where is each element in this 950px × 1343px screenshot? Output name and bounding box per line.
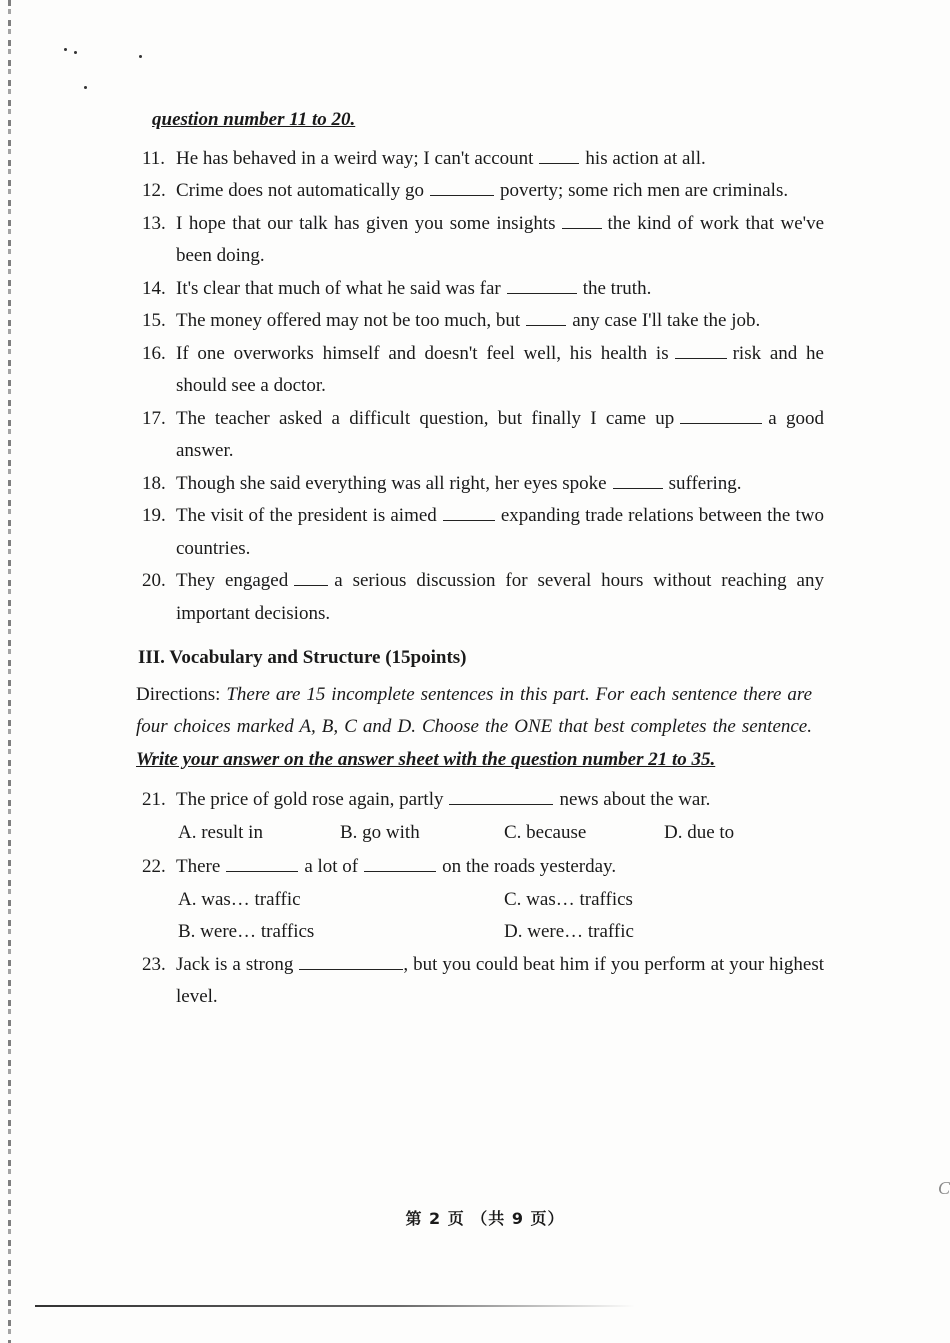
- answer-blank: [226, 852, 298, 872]
- answer-blank: [449, 785, 553, 805]
- directions-instruction: Write your answer on the answer sheet with the question number 21 to 35.: [136, 748, 716, 770]
- stray-pen-mark: C: [937, 1178, 950, 1198]
- section2-question-list: [130, 143, 830, 631]
- option-b: B. go with: [340, 821, 420, 843]
- scan-bottom-line: [35, 1305, 635, 1307]
- question-15: [130, 305, 830, 338]
- question-number: 11.: [142, 147, 166, 169]
- question-number: 19.: [142, 505, 166, 526]
- question-text: the kind of work that we've been doing.: [176, 212, 824, 266]
- scan-speck: [64, 48, 67, 51]
- scan-speck: [139, 55, 142, 58]
- answer-blank: [299, 950, 403, 970]
- question-text: Though she said everything was all right, her eyes spoke: [176, 472, 607, 494]
- question-16: [130, 338, 830, 403]
- option-d: D. due to: [664, 821, 735, 843]
- question-text: It's clear that much of what he said was far: [176, 277, 501, 299]
- question-text: his action at all.: [585, 147, 706, 169]
- question-number: 14.: [142, 277, 166, 299]
- question-13: [130, 208, 830, 273]
- question-text: risk and he should see a doctor.: [176, 342, 824, 396]
- answer-blank: [680, 404, 762, 424]
- option-a: A. was… traffic: [178, 888, 301, 910]
- question-22: [130, 851, 830, 884]
- question-18: [130, 468, 830, 501]
- question-text: expanding trade relations between the two countries.: [176, 505, 824, 559]
- question-number: 12.: [142, 180, 166, 201]
- section-title: III. Vocabulary and Structure (15points): [138, 647, 467, 668]
- question-text: , but you could beat him if you perform at your highest level.: [176, 953, 824, 1007]
- page-footer: 第 2 页 （共 9 页）: [405, 1209, 565, 1228]
- question-text: If one overworks himself and doesn't feel well, his health is: [176, 342, 669, 364]
- directions-body: There are 15 incomplete sentences in this part. For each sentence there are four choices marked A, B, C and D. Choose the ONE that best completes the sentence.: [136, 683, 812, 737]
- question-number: 22.: [142, 856, 166, 877]
- question-23: [130, 949, 830, 1014]
- question-12: [130, 175, 830, 208]
- question-text: any case I'll take the job.: [572, 310, 761, 331]
- question-text: The teacher asked a difficult question, but finally I came up: [176, 407, 675, 429]
- question-number: 16.: [142, 342, 166, 364]
- question-19: [130, 500, 830, 565]
- answer-blank: [507, 274, 577, 294]
- option-c: C. because: [504, 821, 587, 843]
- question-number: 21.: [142, 789, 166, 810]
- option-a: A. result in: [178, 821, 263, 843]
- question-number: 20.: [142, 570, 166, 591]
- question-number: 13.: [142, 212, 166, 234]
- option-d: D. were… traffic: [504, 921, 634, 942]
- question-text: news about the war.: [559, 789, 711, 810]
- question-text: Jack is a strong: [176, 953, 294, 975]
- question-21-options: [130, 817, 830, 850]
- answer-blank: [675, 339, 727, 359]
- scan-edge-mark: [8, 0, 11, 1343]
- question-22-options: [130, 884, 830, 949]
- question-text: poverty; some rich men are criminals.: [500, 180, 789, 201]
- answer-blank: [562, 209, 602, 229]
- question-21: [130, 784, 830, 817]
- question-number: 15.: [142, 310, 166, 331]
- question-text: suffering.: [668, 472, 742, 494]
- question-number: 17.: [142, 407, 166, 429]
- answer-blank: [364, 852, 436, 872]
- question-text: a good answer.: [176, 407, 824, 461]
- question-text: a serious discussion for several hours without reaching any important decisions.: [176, 570, 824, 624]
- question-number: 23.: [142, 953, 166, 975]
- question-text: He has behaved in a weird way; I can't account: [176, 147, 534, 169]
- answer-blank: [539, 144, 579, 164]
- question-text: a lot of: [304, 856, 359, 877]
- question-text: The visit of the president is aimed: [176, 505, 437, 526]
- answer-blank: [294, 566, 328, 586]
- question-20: [130, 565, 830, 630]
- question-text: The money offered may not be too much, but: [176, 310, 521, 331]
- section-directions: [130, 679, 830, 777]
- scan-speck: [74, 51, 77, 54]
- answer-blank: [526, 306, 566, 326]
- question-11: [130, 143, 830, 176]
- question-text: They engaged: [176, 570, 289, 591]
- question-text: The price of gold rose again, partly: [176, 789, 444, 810]
- answer-blank: [443, 501, 495, 521]
- question-17: [130, 403, 830, 468]
- question-text: Crime does not automatically go: [176, 180, 425, 201]
- answer-blank: [613, 469, 663, 489]
- question-text: the truth.: [582, 277, 652, 299]
- option-c: C. was… traffics: [504, 888, 633, 910]
- continuation-heading: question number 11 to 20.: [152, 109, 356, 130]
- answer-blank: [430, 176, 494, 196]
- directions-label: Directions:: [136, 683, 221, 705]
- question-14: [130, 273, 830, 306]
- question-text: on the roads yesterday.: [442, 856, 617, 877]
- option-b: B. were… traffics: [178, 921, 315, 942]
- question-text: I hope that our talk has given you some insights: [176, 212, 556, 234]
- question-text: There: [176, 856, 221, 877]
- page-content: [130, 104, 830, 1014]
- question-number: 18.: [142, 472, 166, 494]
- scan-speck: [84, 86, 87, 89]
